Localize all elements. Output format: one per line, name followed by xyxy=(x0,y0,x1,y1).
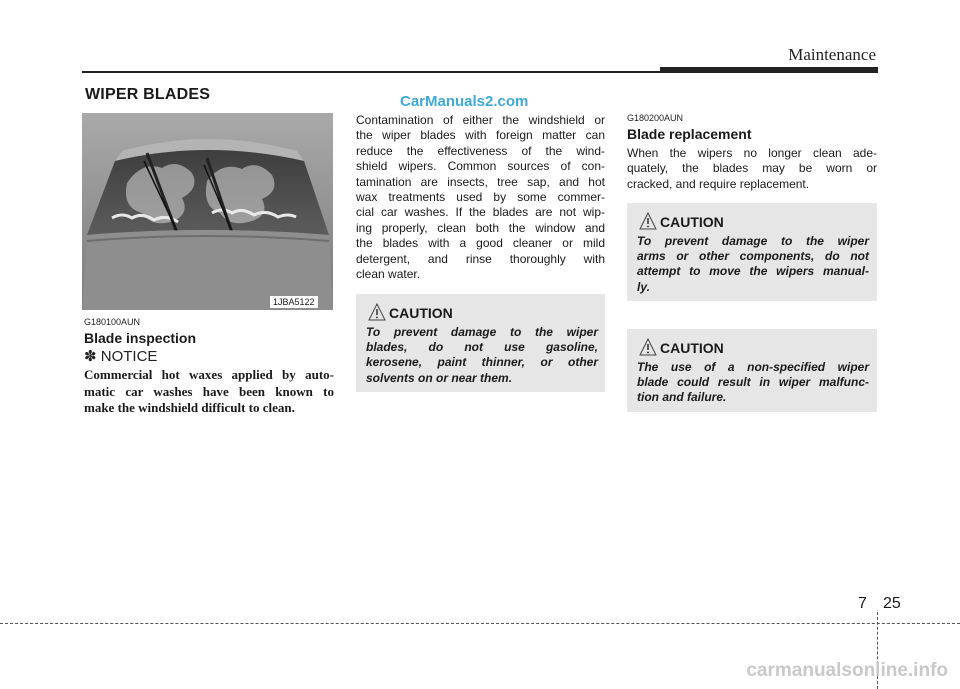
section-code: G180200AUN xyxy=(627,113,684,123)
footer-rule xyxy=(0,623,960,624)
warning-icon xyxy=(639,337,657,357)
section-heading: Blade inspection xyxy=(84,330,197,346)
caution-title: CAUTION xyxy=(660,340,724,356)
caution-box-solvents xyxy=(356,294,605,392)
contamination-paragraph: Contamination of either the windshield or the wiper blades with foreign matter can reduce the effectiveness of the wind- shield wipers. Common sources of con- tamination are insects, tree sap, and hot wax treatments used by some commer- cial car washes. If the blades are not wip- ing properly, clean both the window and the blades with a good cleaner or mild detergent, and rinse thoroughly with clean water. xyxy=(356,113,605,282)
watermark-bottom[interactable]: carmanualsonline.info xyxy=(746,660,948,681)
caution-title: CAUTION xyxy=(389,305,453,321)
notice-text: Commercial hot waxes applied by auto- matic car washes have been known to make the windshield difficult to clean. xyxy=(84,367,334,415)
caution-text: To prevent damage to the wiper arms or other components, do not attempt to move the wipers manual- ly. xyxy=(637,234,869,294)
watermark-top[interactable]: CarManuals2.com xyxy=(400,93,529,110)
warning-icon xyxy=(368,302,386,322)
section-code: G180100AUN xyxy=(84,317,141,327)
section-heading: Blade replacement xyxy=(627,126,752,142)
replacement-paragraph: When the wipers no longer clean ade- quately, the blades may be worn or cracked, and require replacement. xyxy=(627,146,877,191)
caution-box-manual-move xyxy=(627,203,877,301)
caution-title: CAUTION xyxy=(660,214,724,230)
caution-text: To prevent damage to the wiper blades, do not use gasoline, kerosene, paint thinner, or other solvents on or near them. xyxy=(366,325,598,385)
warning-icon xyxy=(639,211,657,231)
notice-label: ✽ NOTICE xyxy=(84,348,158,365)
caution-box-non-specified-blade xyxy=(627,329,877,412)
caution-text: The use of a non-specified wiper blade could result in wiper malfunc- tion and failure. xyxy=(637,360,869,405)
image-code: 1JBA5122 xyxy=(270,296,318,308)
chapter-number: 7 xyxy=(858,595,867,612)
page-title: WIPER BLADES xyxy=(85,86,211,103)
page-number: 25 xyxy=(883,595,901,612)
section-name: Maintenance xyxy=(788,45,876,64)
header-rule-accent xyxy=(660,67,878,73)
windshield-wiper-photo xyxy=(82,113,333,310)
header-rule xyxy=(82,71,660,73)
